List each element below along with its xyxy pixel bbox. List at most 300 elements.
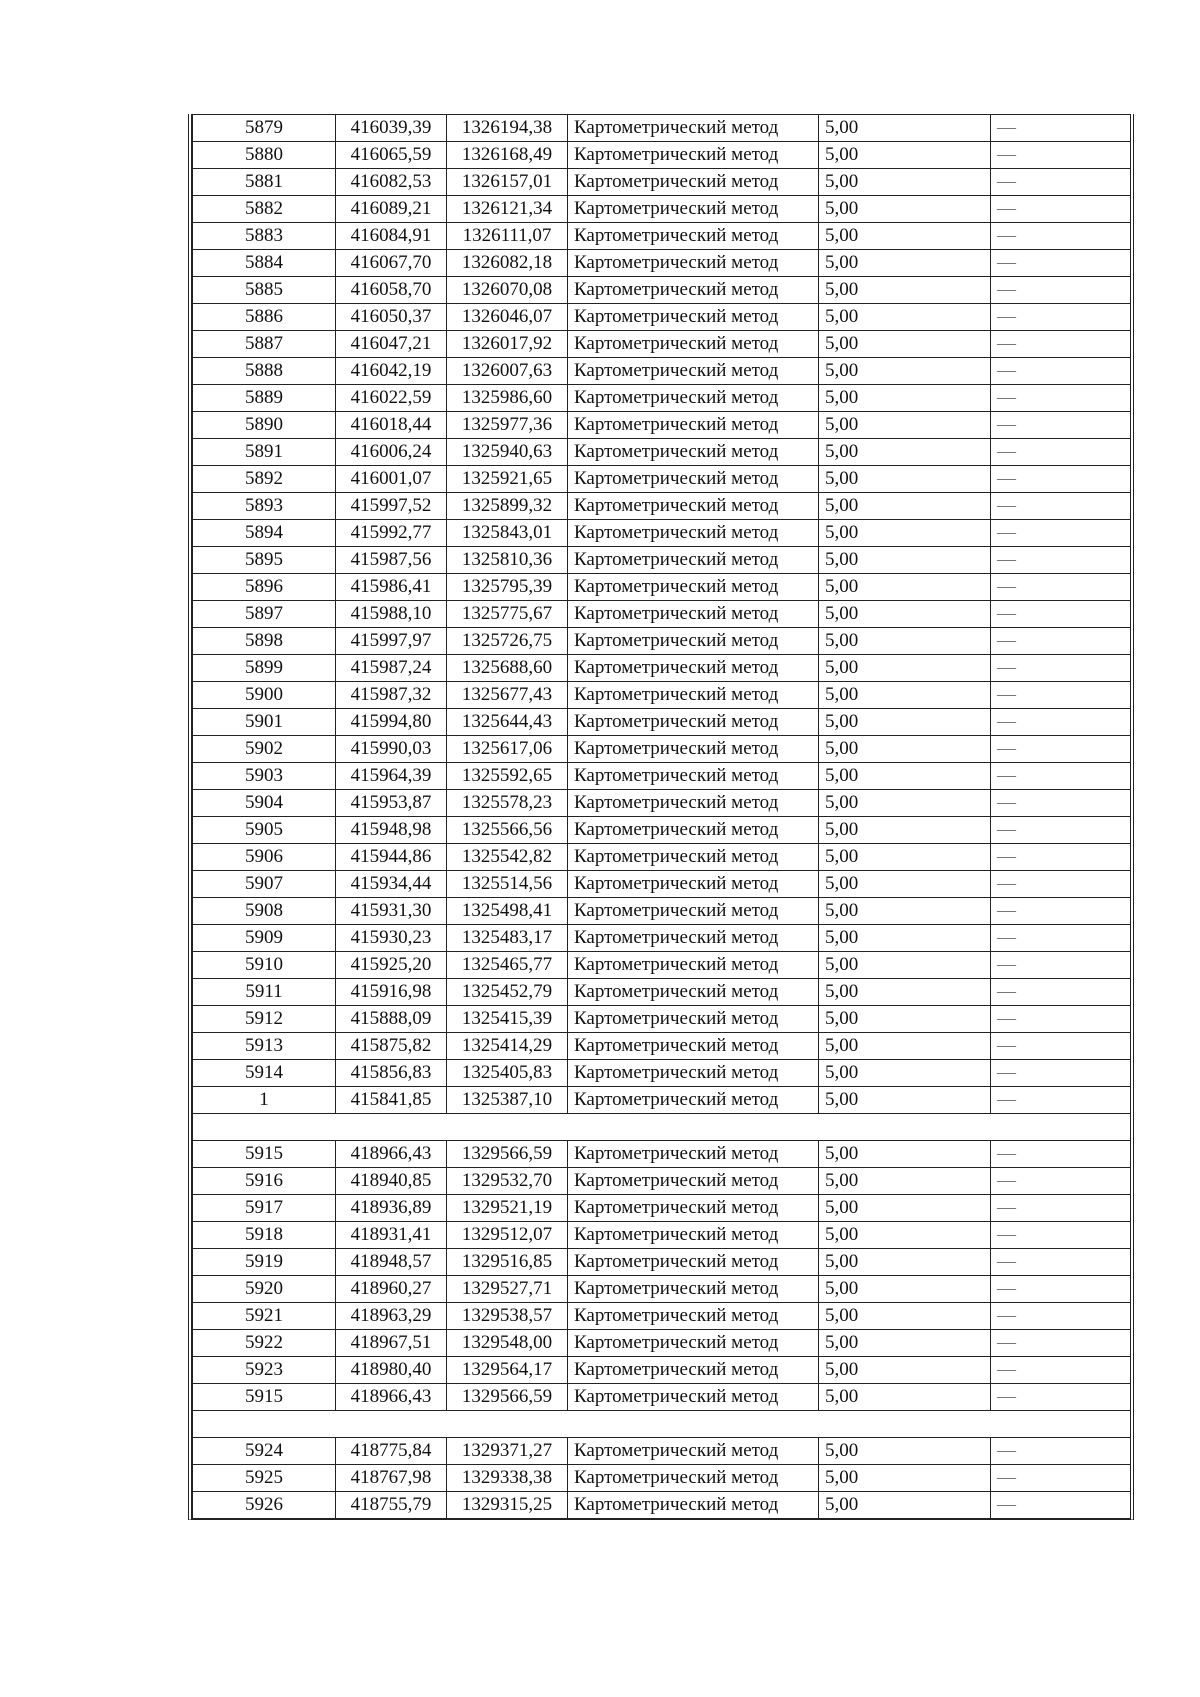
accuracy-cell: 5,00 — [819, 844, 991, 871]
point-number-cell: 5889 — [193, 385, 336, 412]
method-cell: Картометрический метод — [568, 493, 819, 520]
point-number-cell: 5912 — [193, 1006, 336, 1033]
x-coordinate-cell: 415988,10 — [336, 601, 447, 628]
method-cell: Картометрический метод — [568, 1222, 819, 1249]
method-cell: Картометрический метод — [568, 1438, 819, 1465]
y-coordinate-cell: 1325940,63 — [447, 439, 568, 466]
section-separator-row — [193, 1411, 1131, 1438]
accuracy-cell: 5,00 — [819, 979, 991, 1006]
x-coordinate-cell: 416065,59 — [336, 142, 447, 169]
method-cell: Картометрический метод — [568, 385, 819, 412]
point-number-cell: 5925 — [193, 1465, 336, 1492]
coordinates-table — [192, 114, 1131, 1519]
table-row — [193, 1330, 1131, 1357]
table-row — [193, 385, 1131, 412]
description-cell: — — [991, 979, 1131, 1006]
x-coordinate-cell: 416082,53 — [336, 169, 447, 196]
accuracy-cell: 5,00 — [819, 277, 991, 304]
x-coordinate-cell: 415944,86 — [336, 844, 447, 871]
y-coordinate-cell: 1326168,49 — [447, 142, 568, 169]
point-number-cell: 5898 — [193, 628, 336, 655]
method-cell: Картометрический метод — [568, 1357, 819, 1384]
table-row — [193, 223, 1131, 250]
method-cell: Картометрический метод — [568, 1330, 819, 1357]
method-cell: Картометрический метод — [568, 277, 819, 304]
x-coordinate-cell: 415875,82 — [336, 1033, 447, 1060]
y-coordinate-cell: 1325566,56 — [447, 817, 568, 844]
table-row — [193, 331, 1131, 358]
table-row — [193, 682, 1131, 709]
method-cell: Картометрический метод — [568, 790, 819, 817]
method-cell: Картометрический метод — [568, 844, 819, 871]
y-coordinate-cell: 1325414,29 — [447, 1033, 568, 1060]
y-coordinate-cell: 1329521,19 — [447, 1195, 568, 1222]
y-coordinate-cell: 1329516,85 — [447, 1249, 568, 1276]
description-cell: — — [991, 277, 1131, 304]
x-coordinate-cell: 415934,44 — [336, 871, 447, 898]
method-cell: Картометрический метод — [568, 1141, 819, 1168]
point-number-cell: 5895 — [193, 547, 336, 574]
point-number-cell: 5915 — [193, 1141, 336, 1168]
point-number-cell: 5883 — [193, 223, 336, 250]
point-number-cell: 5884 — [193, 250, 336, 277]
point-number-cell: 5896 — [193, 574, 336, 601]
x-coordinate-cell: 415856,83 — [336, 1060, 447, 1087]
table-row — [193, 1006, 1131, 1033]
method-cell: Картометрический метод — [568, 709, 819, 736]
description-cell: — — [991, 223, 1131, 250]
description-cell: — — [991, 493, 1131, 520]
x-coordinate-cell: 415994,80 — [336, 709, 447, 736]
description-cell: — — [991, 844, 1131, 871]
accuracy-cell: 5,00 — [819, 682, 991, 709]
description-cell: — — [991, 1249, 1131, 1276]
accuracy-cell: 5,00 — [819, 1276, 991, 1303]
point-number-cell: 5917 — [193, 1195, 336, 1222]
point-number-cell: 5900 — [193, 682, 336, 709]
method-cell: Картометрический метод — [568, 439, 819, 466]
point-number-cell: 5882 — [193, 196, 336, 223]
y-coordinate-cell: 1325592,65 — [447, 763, 568, 790]
y-coordinate-cell: 1326070,08 — [447, 277, 568, 304]
accuracy-cell: 5,00 — [819, 1141, 991, 1168]
method-cell: Картометрический метод — [568, 817, 819, 844]
y-coordinate-cell: 1325977,36 — [447, 412, 568, 439]
accuracy-cell: 5,00 — [819, 1330, 991, 1357]
y-coordinate-cell: 1329512,07 — [447, 1222, 568, 1249]
description-cell: — — [991, 1492, 1131, 1519]
description-cell: — — [991, 655, 1131, 682]
method-cell: Картометрический метод — [568, 1276, 819, 1303]
table-row — [193, 628, 1131, 655]
accuracy-cell: 5,00 — [819, 250, 991, 277]
point-number-cell: 5926 — [193, 1492, 336, 1519]
y-coordinate-cell: 1326157,01 — [447, 169, 568, 196]
y-coordinate-cell: 1325775,67 — [447, 601, 568, 628]
table-row — [193, 1384, 1131, 1411]
description-cell: — — [991, 1276, 1131, 1303]
table-row — [193, 547, 1131, 574]
y-coordinate-cell: 1329548,00 — [447, 1330, 568, 1357]
point-number-cell: 5890 — [193, 412, 336, 439]
accuracy-cell: 5,00 — [819, 142, 991, 169]
y-coordinate-cell: 1325795,39 — [447, 574, 568, 601]
table-row — [193, 304, 1131, 331]
accuracy-cell: 5,00 — [819, 1222, 991, 1249]
separator-cell — [193, 1411, 1131, 1438]
method-cell: Картометрический метод — [568, 331, 819, 358]
point-number-cell: 5907 — [193, 871, 336, 898]
method-cell: Картометрический метод — [568, 1384, 819, 1411]
description-cell: — — [991, 1006, 1131, 1033]
y-coordinate-cell: 1329566,59 — [447, 1141, 568, 1168]
x-coordinate-cell: 418948,57 — [336, 1249, 447, 1276]
method-cell: Картометрический метод — [568, 1195, 819, 1222]
accuracy-cell: 5,00 — [819, 655, 991, 682]
description-cell: — — [991, 142, 1131, 169]
y-coordinate-cell: 1325617,06 — [447, 736, 568, 763]
table-row — [193, 844, 1131, 871]
description-cell: — — [991, 1060, 1131, 1087]
point-number-cell: 5901 — [193, 709, 336, 736]
table-row — [193, 574, 1131, 601]
table-row — [193, 439, 1131, 466]
y-coordinate-cell: 1326017,92 — [447, 331, 568, 358]
point-number-cell: 5906 — [193, 844, 336, 871]
description-cell: — — [991, 1303, 1131, 1330]
table-row — [193, 1195, 1131, 1222]
x-coordinate-cell: 416022,59 — [336, 385, 447, 412]
description-cell: — — [991, 169, 1131, 196]
x-coordinate-cell: 415990,03 — [336, 736, 447, 763]
y-coordinate-cell: 1325514,56 — [447, 871, 568, 898]
accuracy-cell: 5,00 — [819, 331, 991, 358]
description-cell: — — [991, 871, 1131, 898]
table-row — [193, 871, 1131, 898]
point-number-cell: 5913 — [193, 1033, 336, 1060]
point-number-cell: 5888 — [193, 358, 336, 385]
point-number-cell: 5909 — [193, 925, 336, 952]
method-cell: Картометрический метод — [568, 925, 819, 952]
description-cell: — — [991, 1195, 1131, 1222]
x-coordinate-cell: 416058,70 — [336, 277, 447, 304]
description-cell: — — [991, 1438, 1131, 1465]
table-row — [193, 1303, 1131, 1330]
point-number-cell: 5922 — [193, 1330, 336, 1357]
accuracy-cell: 5,00 — [819, 628, 991, 655]
x-coordinate-cell: 416006,24 — [336, 439, 447, 466]
x-coordinate-cell: 418940,85 — [336, 1168, 447, 1195]
description-cell: — — [991, 1222, 1131, 1249]
table-row — [193, 709, 1131, 736]
x-coordinate-cell: 415987,24 — [336, 655, 447, 682]
point-number-cell: 5921 — [193, 1303, 336, 1330]
description-cell: — — [991, 385, 1131, 412]
y-coordinate-cell: 1325843,01 — [447, 520, 568, 547]
table-row — [193, 979, 1131, 1006]
x-coordinate-cell: 415931,30 — [336, 898, 447, 925]
point-number-cell: 5924 — [193, 1438, 336, 1465]
accuracy-cell: 5,00 — [819, 115, 991, 142]
x-coordinate-cell: 415888,09 — [336, 1006, 447, 1033]
description-cell: — — [991, 466, 1131, 493]
description-cell: — — [991, 682, 1131, 709]
point-number-cell: 5904 — [193, 790, 336, 817]
description-cell: — — [991, 574, 1131, 601]
accuracy-cell: 5,00 — [819, 493, 991, 520]
table-row — [193, 412, 1131, 439]
y-coordinate-cell: 1325452,79 — [447, 979, 568, 1006]
point-number-cell: 5887 — [193, 331, 336, 358]
y-coordinate-cell: 1326121,34 — [447, 196, 568, 223]
accuracy-cell: 5,00 — [819, 709, 991, 736]
description-cell: — — [991, 1087, 1131, 1114]
table-row — [193, 142, 1131, 169]
x-coordinate-cell: 415930,23 — [336, 925, 447, 952]
x-coordinate-cell: 415925,20 — [336, 952, 447, 979]
table-row — [193, 736, 1131, 763]
x-coordinate-cell: 418960,27 — [336, 1276, 447, 1303]
description-cell: — — [991, 601, 1131, 628]
y-coordinate-cell: 1329566,59 — [447, 1384, 568, 1411]
table-row — [193, 1357, 1131, 1384]
accuracy-cell: 5,00 — [819, 817, 991, 844]
y-coordinate-cell: 1326007,63 — [447, 358, 568, 385]
description-cell: — — [991, 925, 1131, 952]
point-number-cell: 5880 — [193, 142, 336, 169]
table-row — [193, 601, 1131, 628]
description-cell: — — [991, 520, 1131, 547]
method-cell: Картометрический метод — [568, 520, 819, 547]
table-row — [193, 466, 1131, 493]
point-number-cell: 5910 — [193, 952, 336, 979]
method-cell: Картометрический метод — [568, 1249, 819, 1276]
y-coordinate-cell: 1325899,32 — [447, 493, 568, 520]
x-coordinate-cell: 418936,89 — [336, 1195, 447, 1222]
description-cell: — — [991, 709, 1131, 736]
point-number-cell: 5920 — [193, 1276, 336, 1303]
x-coordinate-cell: 416089,21 — [336, 196, 447, 223]
accuracy-cell: 5,00 — [819, 736, 991, 763]
method-cell: Картометрический метод — [568, 871, 819, 898]
description-cell: — — [991, 790, 1131, 817]
y-coordinate-cell: 1325810,36 — [447, 547, 568, 574]
separator-cell — [193, 1114, 1131, 1141]
table-row — [193, 277, 1131, 304]
description-cell: — — [991, 898, 1131, 925]
accuracy-cell: 5,00 — [819, 1033, 991, 1060]
table-row — [193, 925, 1131, 952]
method-cell: Картометрический метод — [568, 628, 819, 655]
point-number-cell: 5892 — [193, 466, 336, 493]
y-coordinate-cell: 1325542,82 — [447, 844, 568, 871]
y-coordinate-cell: 1329532,70 — [447, 1168, 568, 1195]
x-coordinate-cell: 415997,97 — [336, 628, 447, 655]
y-coordinate-cell: 1329371,27 — [447, 1438, 568, 1465]
table-row — [193, 1438, 1131, 1465]
y-coordinate-cell: 1326194,38 — [447, 115, 568, 142]
y-coordinate-cell: 1325387,10 — [447, 1087, 568, 1114]
description-cell: — — [991, 250, 1131, 277]
point-number-cell: 5916 — [193, 1168, 336, 1195]
method-cell: Картометрический метод — [568, 115, 819, 142]
method-cell: Картометрический метод — [568, 1168, 819, 1195]
accuracy-cell: 5,00 — [819, 1060, 991, 1087]
point-number-cell: 5881 — [193, 169, 336, 196]
method-cell: Картометрический метод — [568, 1033, 819, 1060]
table-row — [193, 1087, 1131, 1114]
accuracy-cell: 5,00 — [819, 169, 991, 196]
accuracy-cell: 5,00 — [819, 547, 991, 574]
method-cell: Картометрический метод — [568, 169, 819, 196]
table-row — [193, 952, 1131, 979]
y-coordinate-cell: 1326082,18 — [447, 250, 568, 277]
y-coordinate-cell: 1325688,60 — [447, 655, 568, 682]
x-coordinate-cell: 416018,44 — [336, 412, 447, 439]
accuracy-cell: 5,00 — [819, 304, 991, 331]
method-cell: Картометрический метод — [568, 1465, 819, 1492]
point-number-cell: 5918 — [193, 1222, 336, 1249]
y-coordinate-cell: 1326111,07 — [447, 223, 568, 250]
table-row — [193, 655, 1131, 682]
x-coordinate-cell: 418755,79 — [336, 1492, 447, 1519]
y-coordinate-cell: 1325986,60 — [447, 385, 568, 412]
table-row — [193, 1168, 1131, 1195]
description-cell: — — [991, 817, 1131, 844]
description-cell: — — [991, 304, 1131, 331]
x-coordinate-cell: 416067,70 — [336, 250, 447, 277]
y-coordinate-cell: 1329538,57 — [447, 1303, 568, 1330]
x-coordinate-cell: 415987,32 — [336, 682, 447, 709]
point-number-cell: 5897 — [193, 601, 336, 628]
accuracy-cell: 5,00 — [819, 196, 991, 223]
accuracy-cell: 5,00 — [819, 925, 991, 952]
method-cell: Картометрический метод — [568, 601, 819, 628]
accuracy-cell: 5,00 — [819, 358, 991, 385]
description-cell: — — [991, 1330, 1131, 1357]
method-cell: Картометрический метод — [568, 574, 819, 601]
method-cell: Картометрический метод — [568, 142, 819, 169]
table-row — [193, 358, 1131, 385]
x-coordinate-cell: 415841,85 — [336, 1087, 447, 1114]
method-cell: Картометрический метод — [568, 547, 819, 574]
table-row — [193, 1060, 1131, 1087]
method-cell: Картометрический метод — [568, 979, 819, 1006]
accuracy-cell: 5,00 — [819, 1195, 991, 1222]
coordinates-table-frame — [188, 114, 1134, 1520]
table-row — [193, 898, 1131, 925]
y-coordinate-cell: 1325465,77 — [447, 952, 568, 979]
table-row — [193, 1465, 1131, 1492]
description-cell: — — [991, 115, 1131, 142]
x-coordinate-cell: 418966,43 — [336, 1141, 447, 1168]
description-cell: — — [991, 547, 1131, 574]
accuracy-cell: 5,00 — [819, 1492, 991, 1519]
description-cell: — — [991, 1168, 1131, 1195]
point-number-cell: 5903 — [193, 763, 336, 790]
x-coordinate-cell: 418963,29 — [336, 1303, 447, 1330]
x-coordinate-cell: 418966,43 — [336, 1384, 447, 1411]
accuracy-cell: 5,00 — [819, 412, 991, 439]
point-number-cell: 5885 — [193, 277, 336, 304]
y-coordinate-cell: 1325415,39 — [447, 1006, 568, 1033]
point-number-cell: 5914 — [193, 1060, 336, 1087]
description-cell: — — [991, 439, 1131, 466]
accuracy-cell: 5,00 — [819, 1303, 991, 1330]
accuracy-cell: 5,00 — [819, 601, 991, 628]
y-coordinate-cell: 1329527,71 — [447, 1276, 568, 1303]
method-cell: Картометрический метод — [568, 763, 819, 790]
x-coordinate-cell: 415953,87 — [336, 790, 447, 817]
y-coordinate-cell: 1329338,38 — [447, 1465, 568, 1492]
table-row — [193, 1033, 1131, 1060]
table-row — [193, 493, 1131, 520]
table-row — [193, 115, 1131, 142]
point-number-cell: 5908 — [193, 898, 336, 925]
point-number-cell: 5879 — [193, 115, 336, 142]
x-coordinate-cell: 418931,41 — [336, 1222, 447, 1249]
x-coordinate-cell: 416047,21 — [336, 331, 447, 358]
point-number-cell: 5911 — [193, 979, 336, 1006]
point-number-cell: 5894 — [193, 520, 336, 547]
description-cell: — — [991, 358, 1131, 385]
accuracy-cell: 5,00 — [819, 871, 991, 898]
accuracy-cell: 5,00 — [819, 1087, 991, 1114]
table-row — [193, 817, 1131, 844]
x-coordinate-cell: 416050,37 — [336, 304, 447, 331]
accuracy-cell: 5,00 — [819, 1006, 991, 1033]
method-cell: Картометрический метод — [568, 466, 819, 493]
y-coordinate-cell: 1329564,17 — [447, 1357, 568, 1384]
x-coordinate-cell: 416001,07 — [336, 466, 447, 493]
method-cell: Картометрический метод — [568, 1303, 819, 1330]
description-cell: — — [991, 331, 1131, 358]
x-coordinate-cell: 415992,77 — [336, 520, 447, 547]
table-row — [193, 790, 1131, 817]
point-number-cell: 5886 — [193, 304, 336, 331]
method-cell: Картометрический метод — [568, 304, 819, 331]
x-coordinate-cell: 418980,40 — [336, 1357, 447, 1384]
table-row — [193, 1249, 1131, 1276]
method-cell: Картометрический метод — [568, 682, 819, 709]
description-cell: — — [991, 628, 1131, 655]
y-coordinate-cell: 1325644,43 — [447, 709, 568, 736]
coordinates-table-body — [193, 115, 1131, 1519]
description-cell: — — [991, 736, 1131, 763]
point-number-cell: 5919 — [193, 1249, 336, 1276]
x-coordinate-cell: 416084,91 — [336, 223, 447, 250]
point-number-cell: 5899 — [193, 655, 336, 682]
accuracy-cell: 5,00 — [819, 385, 991, 412]
x-coordinate-cell: 415987,56 — [336, 547, 447, 574]
accuracy-cell: 5,00 — [819, 439, 991, 466]
point-number-cell: 5905 — [193, 817, 336, 844]
method-cell: Картометрический метод — [568, 250, 819, 277]
x-coordinate-cell: 418967,51 — [336, 1330, 447, 1357]
method-cell: Картометрический метод — [568, 952, 819, 979]
x-coordinate-cell: 416042,19 — [336, 358, 447, 385]
y-coordinate-cell: 1325483,17 — [447, 925, 568, 952]
method-cell: Картометрический метод — [568, 1087, 819, 1114]
accuracy-cell: 5,00 — [819, 763, 991, 790]
table-row — [193, 250, 1131, 277]
accuracy-cell: 5,00 — [819, 1357, 991, 1384]
y-coordinate-cell: 1326046,07 — [447, 304, 568, 331]
accuracy-cell: 5,00 — [819, 1384, 991, 1411]
x-coordinate-cell: 416039,39 — [336, 115, 447, 142]
description-cell: — — [991, 1384, 1131, 1411]
description-cell: — — [991, 1033, 1131, 1060]
